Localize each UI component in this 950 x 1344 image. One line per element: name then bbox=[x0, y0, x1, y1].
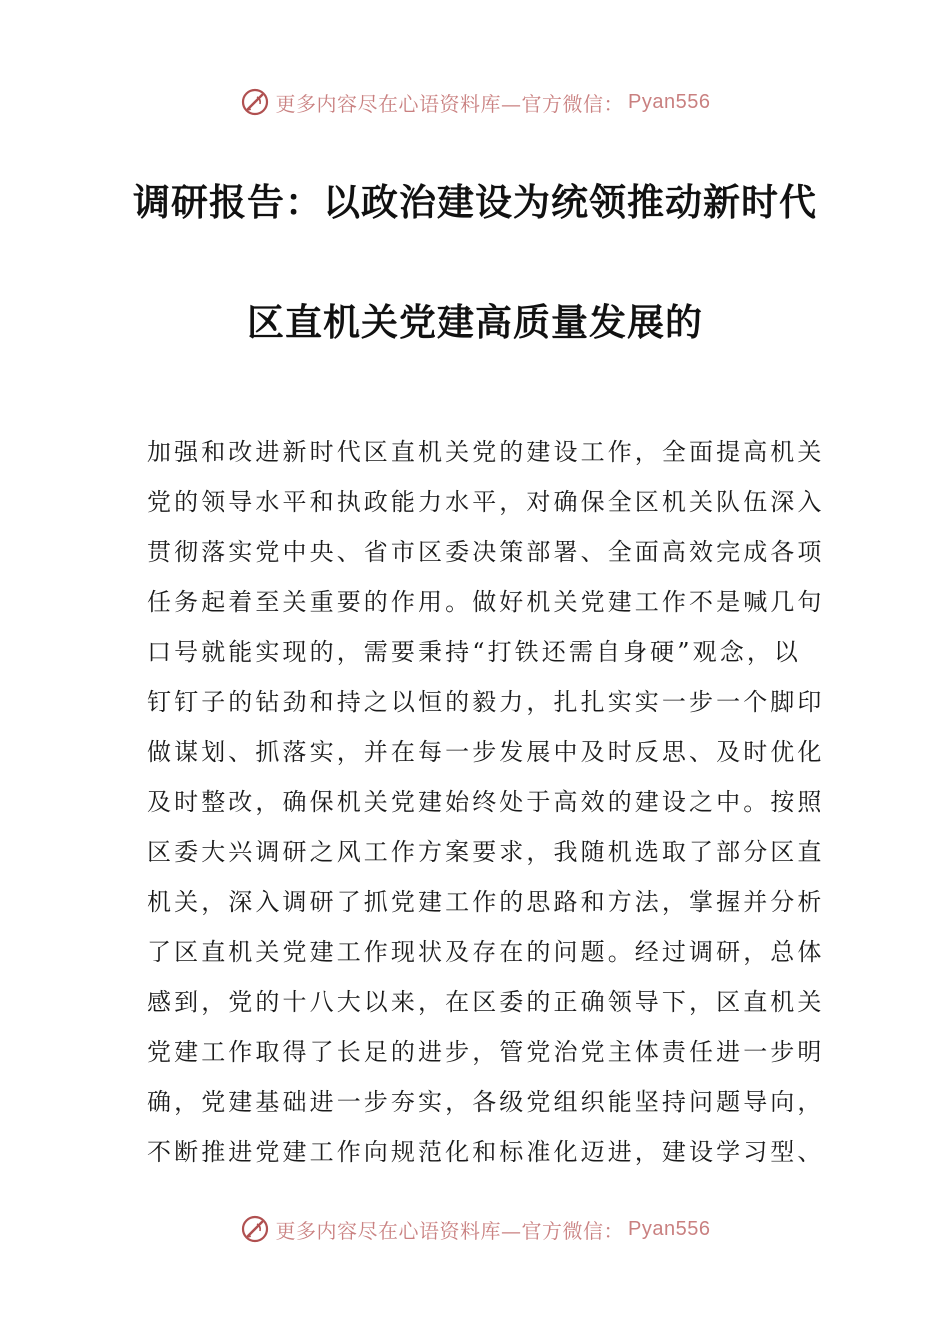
body-line: 加强和改进新时代区直机关党的建设工作，全面提高机关 bbox=[147, 438, 825, 466]
body-line: 确，党建基础进一步夯实，各级党组织能坚持问题导向， bbox=[147, 1088, 825, 1116]
watermark-wechat-id: Pyan556 bbox=[628, 1217, 711, 1240]
body-line: 钉钉子的钻劲和持之以恒的毅力，扎扎实实一步一个脚印 bbox=[147, 688, 825, 716]
watermark-wechat-id: Pyan556 bbox=[628, 90, 711, 113]
pen-logo-icon bbox=[240, 87, 270, 117]
body-line: 贯彻落实党中央、省市区委决策部署、全面高效完成各项 bbox=[147, 538, 825, 566]
watermark-text: 更多内容尽在心语资料库—官方微信： bbox=[275, 1218, 625, 1243]
document-title-line-2: 区直机关党建高质量发展的 bbox=[247, 301, 703, 344]
body-line: 及时整改，确保机关党建始终处于高效的建设之中。按照 bbox=[147, 788, 825, 816]
body-line: 做谋划、抓落实，并在每一步发展中及时反思、及时优化 bbox=[147, 738, 825, 766]
watermark-header bbox=[0, 82, 950, 122]
body-line: 口号就能实现的，需要秉持“打铁还需自身硬”观念，以 bbox=[147, 638, 802, 666]
pen-logo-icon bbox=[240, 1214, 270, 1244]
body-line: 党建工作取得了长足的进步，管党治党主体责任进一步明 bbox=[147, 1038, 825, 1066]
document-title-line-1: 调研报告：以政治建设为统领推动新时代 bbox=[133, 181, 817, 224]
body-line: 感到，党的十八大以来，在区委的正确领导下，区直机关 bbox=[147, 988, 825, 1016]
body-line: 党的领导水平和执政能力水平，对确保全区机关队伍深入 bbox=[147, 488, 825, 516]
watermark-footer bbox=[0, 1209, 950, 1249]
body-line: 机关，深入调研了抓党建工作的思路和方法，掌握并分析 bbox=[147, 888, 825, 916]
body-line: 区委大兴调研之风工作方案要求，我随机选取了部分区直 bbox=[147, 838, 825, 866]
body-line: 不断推进党建工作向规范化和标准化迈进，建设学习型、 bbox=[147, 1138, 825, 1166]
body-line: 了区直机关党建工作现状及存在的问题。经过调研，总体 bbox=[147, 938, 825, 966]
watermark-text: 更多内容尽在心语资料库—官方微信： bbox=[275, 91, 625, 116]
body-line: 任务起着至关重要的作用。做好机关党建工作不是喊几句 bbox=[147, 588, 825, 616]
body-paragraph bbox=[147, 427, 825, 1177]
